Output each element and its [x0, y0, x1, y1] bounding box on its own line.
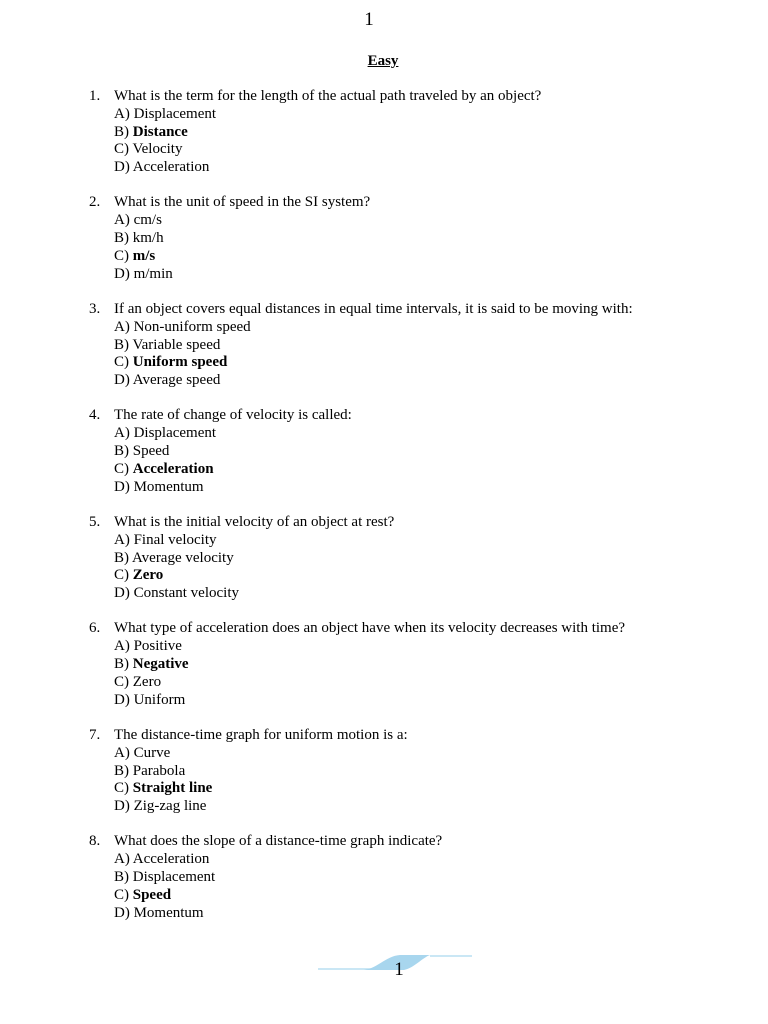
option-letter: C) [114, 567, 129, 584]
option-letter: D) [114, 372, 130, 389]
option-text: Average velocity [131, 549, 234, 566]
option-d [114, 905, 749, 923]
option-d [114, 159, 749, 177]
option-text: Momentum [133, 478, 204, 495]
option-letter: A) [114, 851, 130, 868]
option-letter: C) [114, 141, 129, 158]
option-text: Uniform [133, 691, 186, 708]
option-letter: A) [114, 744, 130, 761]
option-b [114, 763, 749, 781]
option-text: Velocity [132, 141, 183, 158]
option-d [114, 692, 749, 710]
option-b [114, 230, 749, 248]
question-text: What is the term for the length of the actual path traveled by an object? [114, 88, 542, 104]
question-item [89, 514, 749, 603]
option-text: Parabola [132, 762, 186, 779]
option-text-correct: m/s [132, 247, 156, 264]
option-d [114, 372, 749, 390]
option-c [114, 141, 749, 159]
option-text: Acceleration [132, 851, 210, 868]
question-number: 4. [89, 407, 101, 424]
option-text: Average speed [132, 372, 221, 389]
option-letter: B) [114, 868, 129, 885]
option-letter: B) [114, 549, 129, 566]
option-text: Non-uniform speed [133, 318, 251, 335]
option-text-correct: Straight line [132, 780, 213, 797]
question-item [89, 833, 749, 922]
option-letter: D) [114, 159, 130, 176]
option-letter: C) [114, 673, 129, 690]
option-letter: C) [114, 247, 129, 264]
option-text: Curve [133, 744, 171, 761]
question-number: 7. [89, 726, 101, 743]
option-letter: C) [114, 886, 129, 903]
option-d [114, 798, 749, 816]
option-letter: B) [114, 123, 129, 140]
option-text: km/h [132, 230, 164, 247]
option-b [114, 656, 749, 674]
question-list [89, 88, 749, 940]
footer [318, 952, 473, 982]
question-number: 1. [89, 88, 101, 104]
question-number: 6. [89, 620, 101, 637]
option-a [114, 638, 749, 656]
option-text-correct: Uniform speed [132, 354, 228, 371]
question-item [89, 194, 749, 283]
option-letter: B) [114, 656, 129, 673]
option-text: Positive [133, 638, 182, 655]
option-a [114, 319, 749, 337]
option-b [114, 124, 749, 142]
question-item [89, 620, 749, 709]
option-text: Variable speed [132, 336, 221, 353]
option-letter: A) [114, 212, 130, 229]
option-text: Acceleration [132, 159, 210, 176]
option-letter: C) [114, 460, 129, 477]
option-letter: B) [114, 336, 129, 353]
option-a [114, 106, 749, 124]
question-text: What type of acceleration does an object have when its velocity decreases with time? [114, 620, 626, 637]
option-b [114, 550, 749, 568]
option-letter: C) [114, 780, 129, 797]
option-text: Zig-zag line [133, 798, 207, 815]
option-text: Speed [132, 443, 170, 460]
option-text: Final velocity [133, 531, 217, 548]
option-a [114, 745, 749, 763]
question-text: What is the initial velocity of an object at rest? [114, 513, 395, 530]
option-c [114, 354, 749, 372]
option-d [114, 585, 749, 603]
option-letter: C) [114, 354, 129, 371]
option-text-correct: Speed [132, 886, 172, 903]
option-letter: D) [114, 585, 130, 602]
option-text-correct: Distance [132, 123, 188, 140]
option-text: Displacement [132, 868, 216, 885]
option-text: m/min [133, 265, 173, 282]
option-text: Displacement [133, 425, 217, 442]
option-c [114, 248, 749, 266]
option-c [114, 461, 749, 479]
option-letter: D) [114, 904, 130, 921]
option-b [114, 443, 749, 461]
footer-page-number: 1 [394, 959, 404, 980]
option-d [114, 266, 749, 284]
option-c [114, 887, 749, 905]
option-text: Zero [132, 673, 162, 690]
option-letter: D) [114, 691, 130, 708]
option-a [114, 851, 749, 869]
option-letter: A) [114, 531, 130, 548]
question-text: What does the slope of a distance-time graph indicate? [114, 833, 443, 850]
header-page-number: 1 [364, 9, 374, 30]
option-text-correct: Acceleration [132, 460, 214, 477]
option-c [114, 567, 749, 585]
option-letter: D) [114, 798, 130, 815]
question-text: The distance-time graph for uniform motion is a: [114, 726, 408, 743]
option-letter: B) [114, 230, 129, 247]
question-number: 3. [89, 300, 101, 317]
option-d [114, 479, 749, 497]
question-text: What is the unit of speed in the SI system? [114, 194, 371, 211]
option-a [114, 532, 749, 550]
question-text: If an object covers equal distances in equal time intervals, it is said to be moving with: [114, 300, 633, 317]
option-text: cm/s [133, 212, 162, 229]
option-text: Displacement [133, 105, 217, 122]
question-item [89, 301, 749, 390]
question-item [89, 407, 749, 496]
option-a [114, 425, 749, 443]
question-number: 2. [89, 194, 101, 211]
option-text: Momentum [133, 904, 204, 921]
option-letter: B) [114, 443, 129, 460]
question-item [89, 88, 749, 177]
option-letter: D) [114, 265, 130, 282]
option-text-correct: Negative [132, 656, 189, 673]
option-letter: A) [114, 425, 130, 442]
option-letter: A) [114, 105, 130, 122]
option-a [114, 212, 749, 230]
option-text: Constant velocity [133, 585, 239, 602]
option-text-correct: Zero [132, 567, 164, 584]
option-b [114, 869, 749, 887]
option-letter: B) [114, 762, 129, 779]
question-number: 5. [89, 513, 101, 530]
option-c [114, 674, 749, 692]
option-b [114, 337, 749, 355]
option-letter: D) [114, 478, 130, 495]
question-text: The rate of change of velocity is called: [114, 407, 352, 424]
section-title: Easy [367, 53, 399, 69]
option-letter: A) [114, 318, 130, 335]
question-number: 8. [89, 833, 101, 850]
question-item [89, 727, 749, 816]
option-c [114, 780, 749, 798]
option-letter: A) [114, 638, 130, 655]
